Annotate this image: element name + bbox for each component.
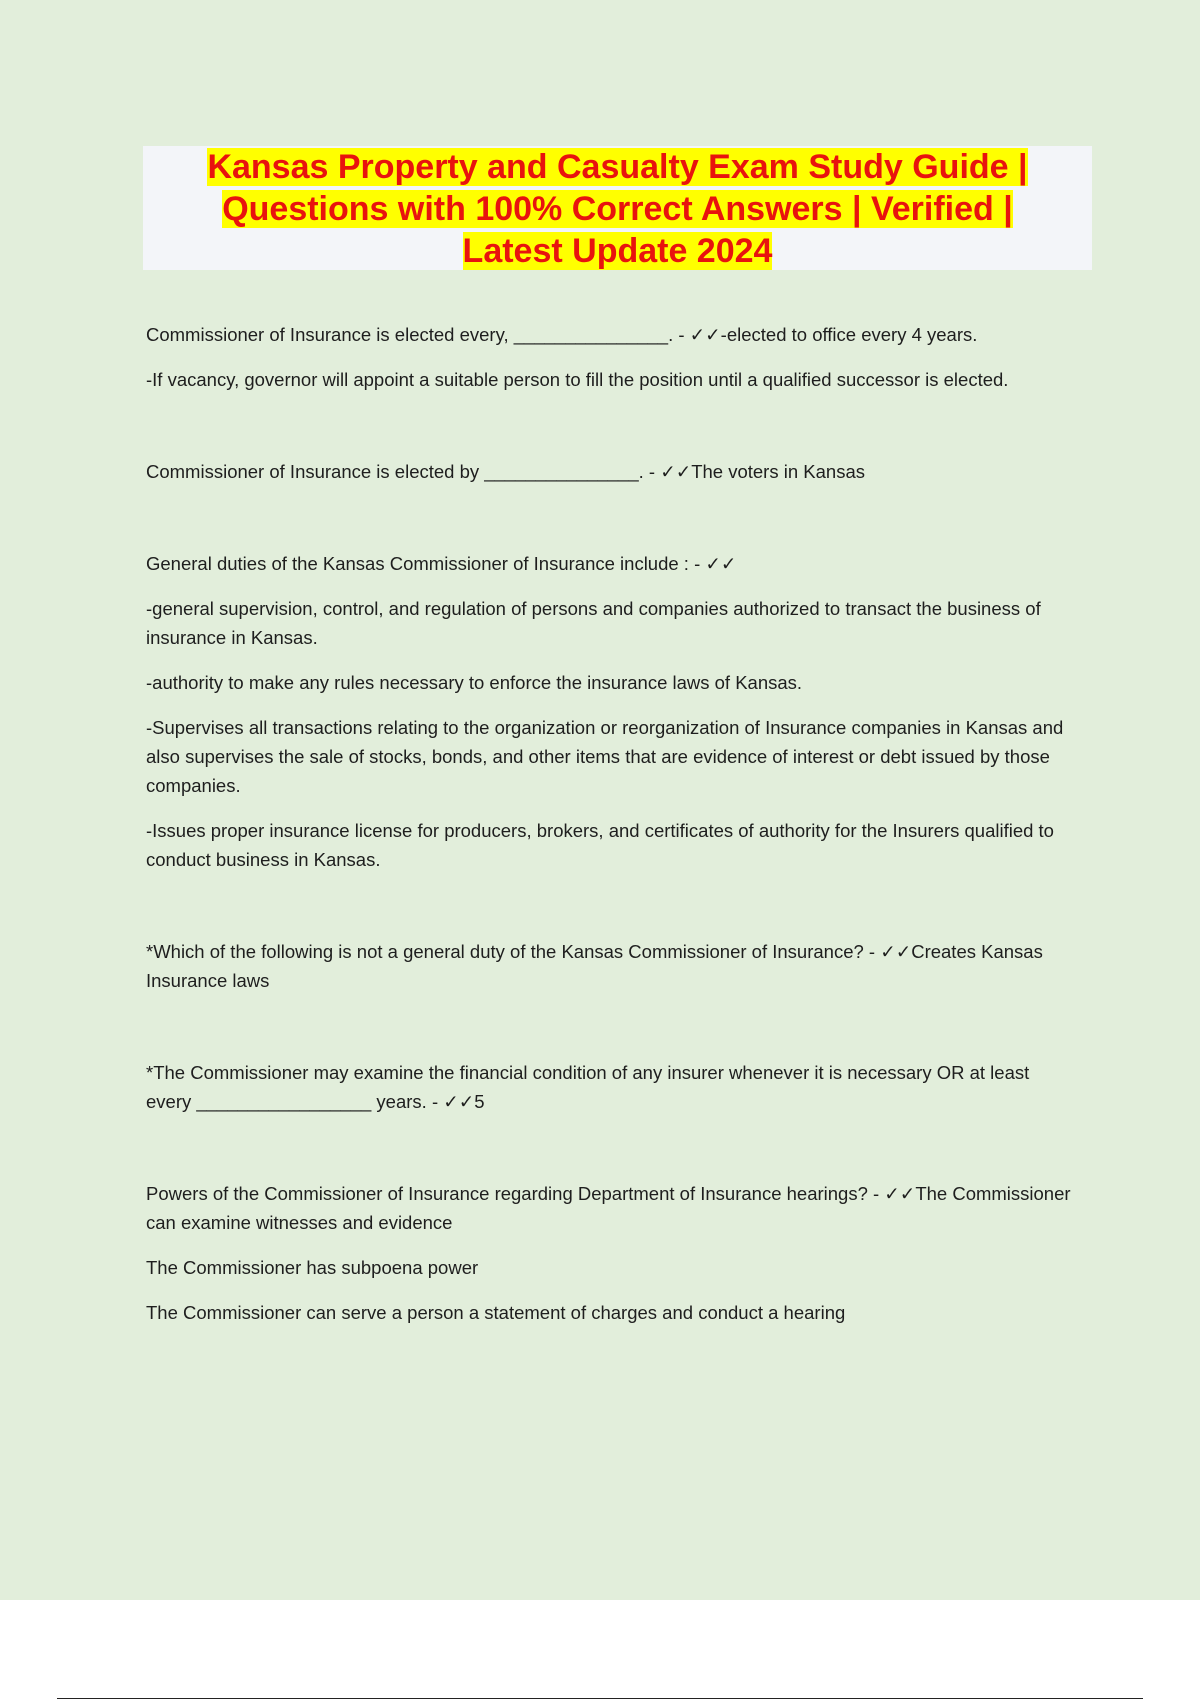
document-title: [178, 146, 1058, 272]
paragraph: The Commissioner has subpoena power: [146, 1257, 479, 1278]
title-banner: [143, 146, 1092, 270]
paragraph: The Commissioner can serve a person a statement of charges and conduct a hearing: [146, 1302, 846, 1323]
paragraph: -authority to make any rules necessary to enforce the insurance laws of Kansas.: [146, 672, 803, 693]
paragraph: -Supervises all transactions relating to the organization or reorganization of Insurance companies in Kansas and also supervises the sale of stocks, bonds, and other items that are evidence of interest or debt issued by those companies.: [146, 717, 1064, 796]
paragraph: General duties of the Kansas Commissioner of Insurance include : - ✓✓: [146, 553, 737, 574]
paragraph: *Which of the following is not a general duty of the Kansas Commissioner of Insurance? - ✓✓Creates Kansas Insurance laws: [146, 941, 1043, 991]
paragraph: -If vacancy, governor will appoint a suitable person to fill the position until a qualified successor is elected.: [146, 369, 1009, 390]
paragraph: Commissioner of Insurance is elected by _______________. - ✓✓The voters in Kansas: [146, 461, 865, 482]
paragraph: -Issues proper insurance license for producers, brokers, and certificates of authority for the Insurers qualified to conduct business in Kansas.: [146, 820, 1054, 870]
title-highlight: Kansas Property and Casualty Exam Study Guide | Questions with 100% Correct Answers | Verified | Latest Update 2024: [207, 148, 1028, 270]
paragraph: Powers of the Commissioner of Insurance regarding Department of Insurance hearings? - ✓✓The Commissioner can examine witnesses and evidence: [146, 1183, 1071, 1233]
paragraph: -general supervision, control, and regulation of persons and companies authorized to transact the business of insurance in Kansas.: [146, 598, 1041, 648]
footer-divider: [57, 1698, 1143, 1699]
paragraph: Commissioner of Insurance is elected every, _______________. - ✓✓-elected to office every 4 years.: [146, 324, 978, 345]
document-body: [146, 320, 1076, 1343]
paragraph: *The Commissioner may examine the financial condition of any insurer whenever it is necessary OR at least every _________________ years. - ✓✓5: [146, 1062, 1030, 1112]
